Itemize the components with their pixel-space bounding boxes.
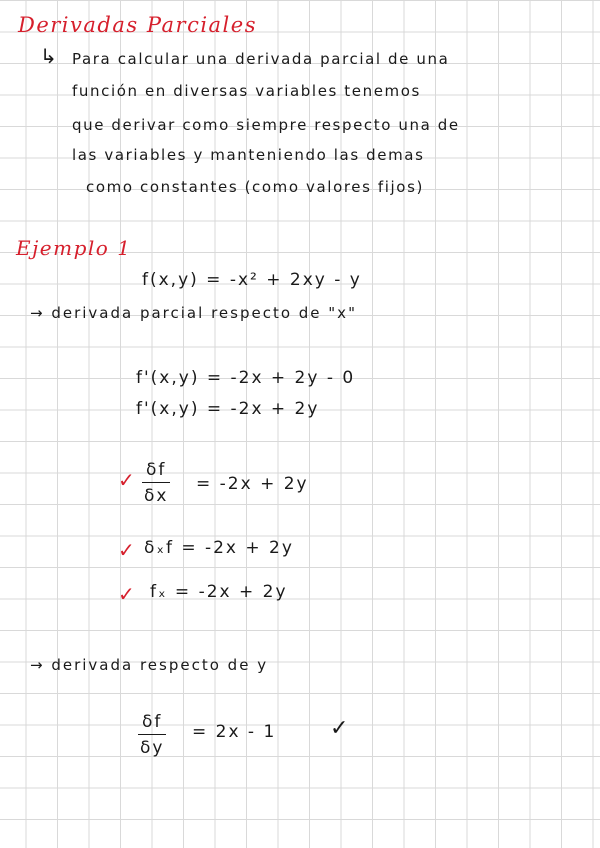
intro-line-2: función en diversas variables tenemos [72,82,421,100]
fraction-numerator: δf [142,460,170,483]
notation-fraction-row [118,468,135,492]
page-title: Derivadas Parciales [18,13,257,37]
fraction-denominator: δy [139,738,165,758]
check-icon: ✓ [118,468,135,492]
example-heading: Ejemplo 1 [16,236,132,260]
intro-line-5: como constantes (como valores fijos) [86,178,424,196]
f-subscript-notation: fₓ = -2x + 2y [150,582,288,602]
fraction-rhs: = -2x + 2y [196,474,309,494]
function-definition: f(x,y) = -x² + 2xy - y [142,270,362,290]
check-icon: ✓ [118,582,135,606]
y-result-rhs: = 2x - 1 [192,722,277,742]
partial-subscript-notation: δₓf = -2x + 2y [144,538,294,558]
check-icon: ✓ [118,538,135,562]
respect-x-label: → derivada parcial respecto de "x" [30,304,357,322]
intro-line-3: que derivar como siempre respecto una de [72,116,460,134]
fraction-dfdx [142,460,170,506]
step-x-1: f'(x,y) = -2x + 2y - 0 [136,368,356,388]
fraction-denominator: δx [143,486,169,506]
intro-line-1: Para calcular una derivada parcial de una [72,50,450,68]
check-icon: ✓ [330,716,349,741]
respect-y-label: → derivada respecto de y [30,656,269,674]
fraction-dfdy [138,712,166,758]
step-x-2: f'(x,y) = -2x + 2y [136,399,320,419]
intro-line-4: las variables y manteniendo las demas [72,146,425,164]
hook-arrow-icon: ↳ [40,44,57,68]
fraction-numerator: δf [138,712,166,735]
